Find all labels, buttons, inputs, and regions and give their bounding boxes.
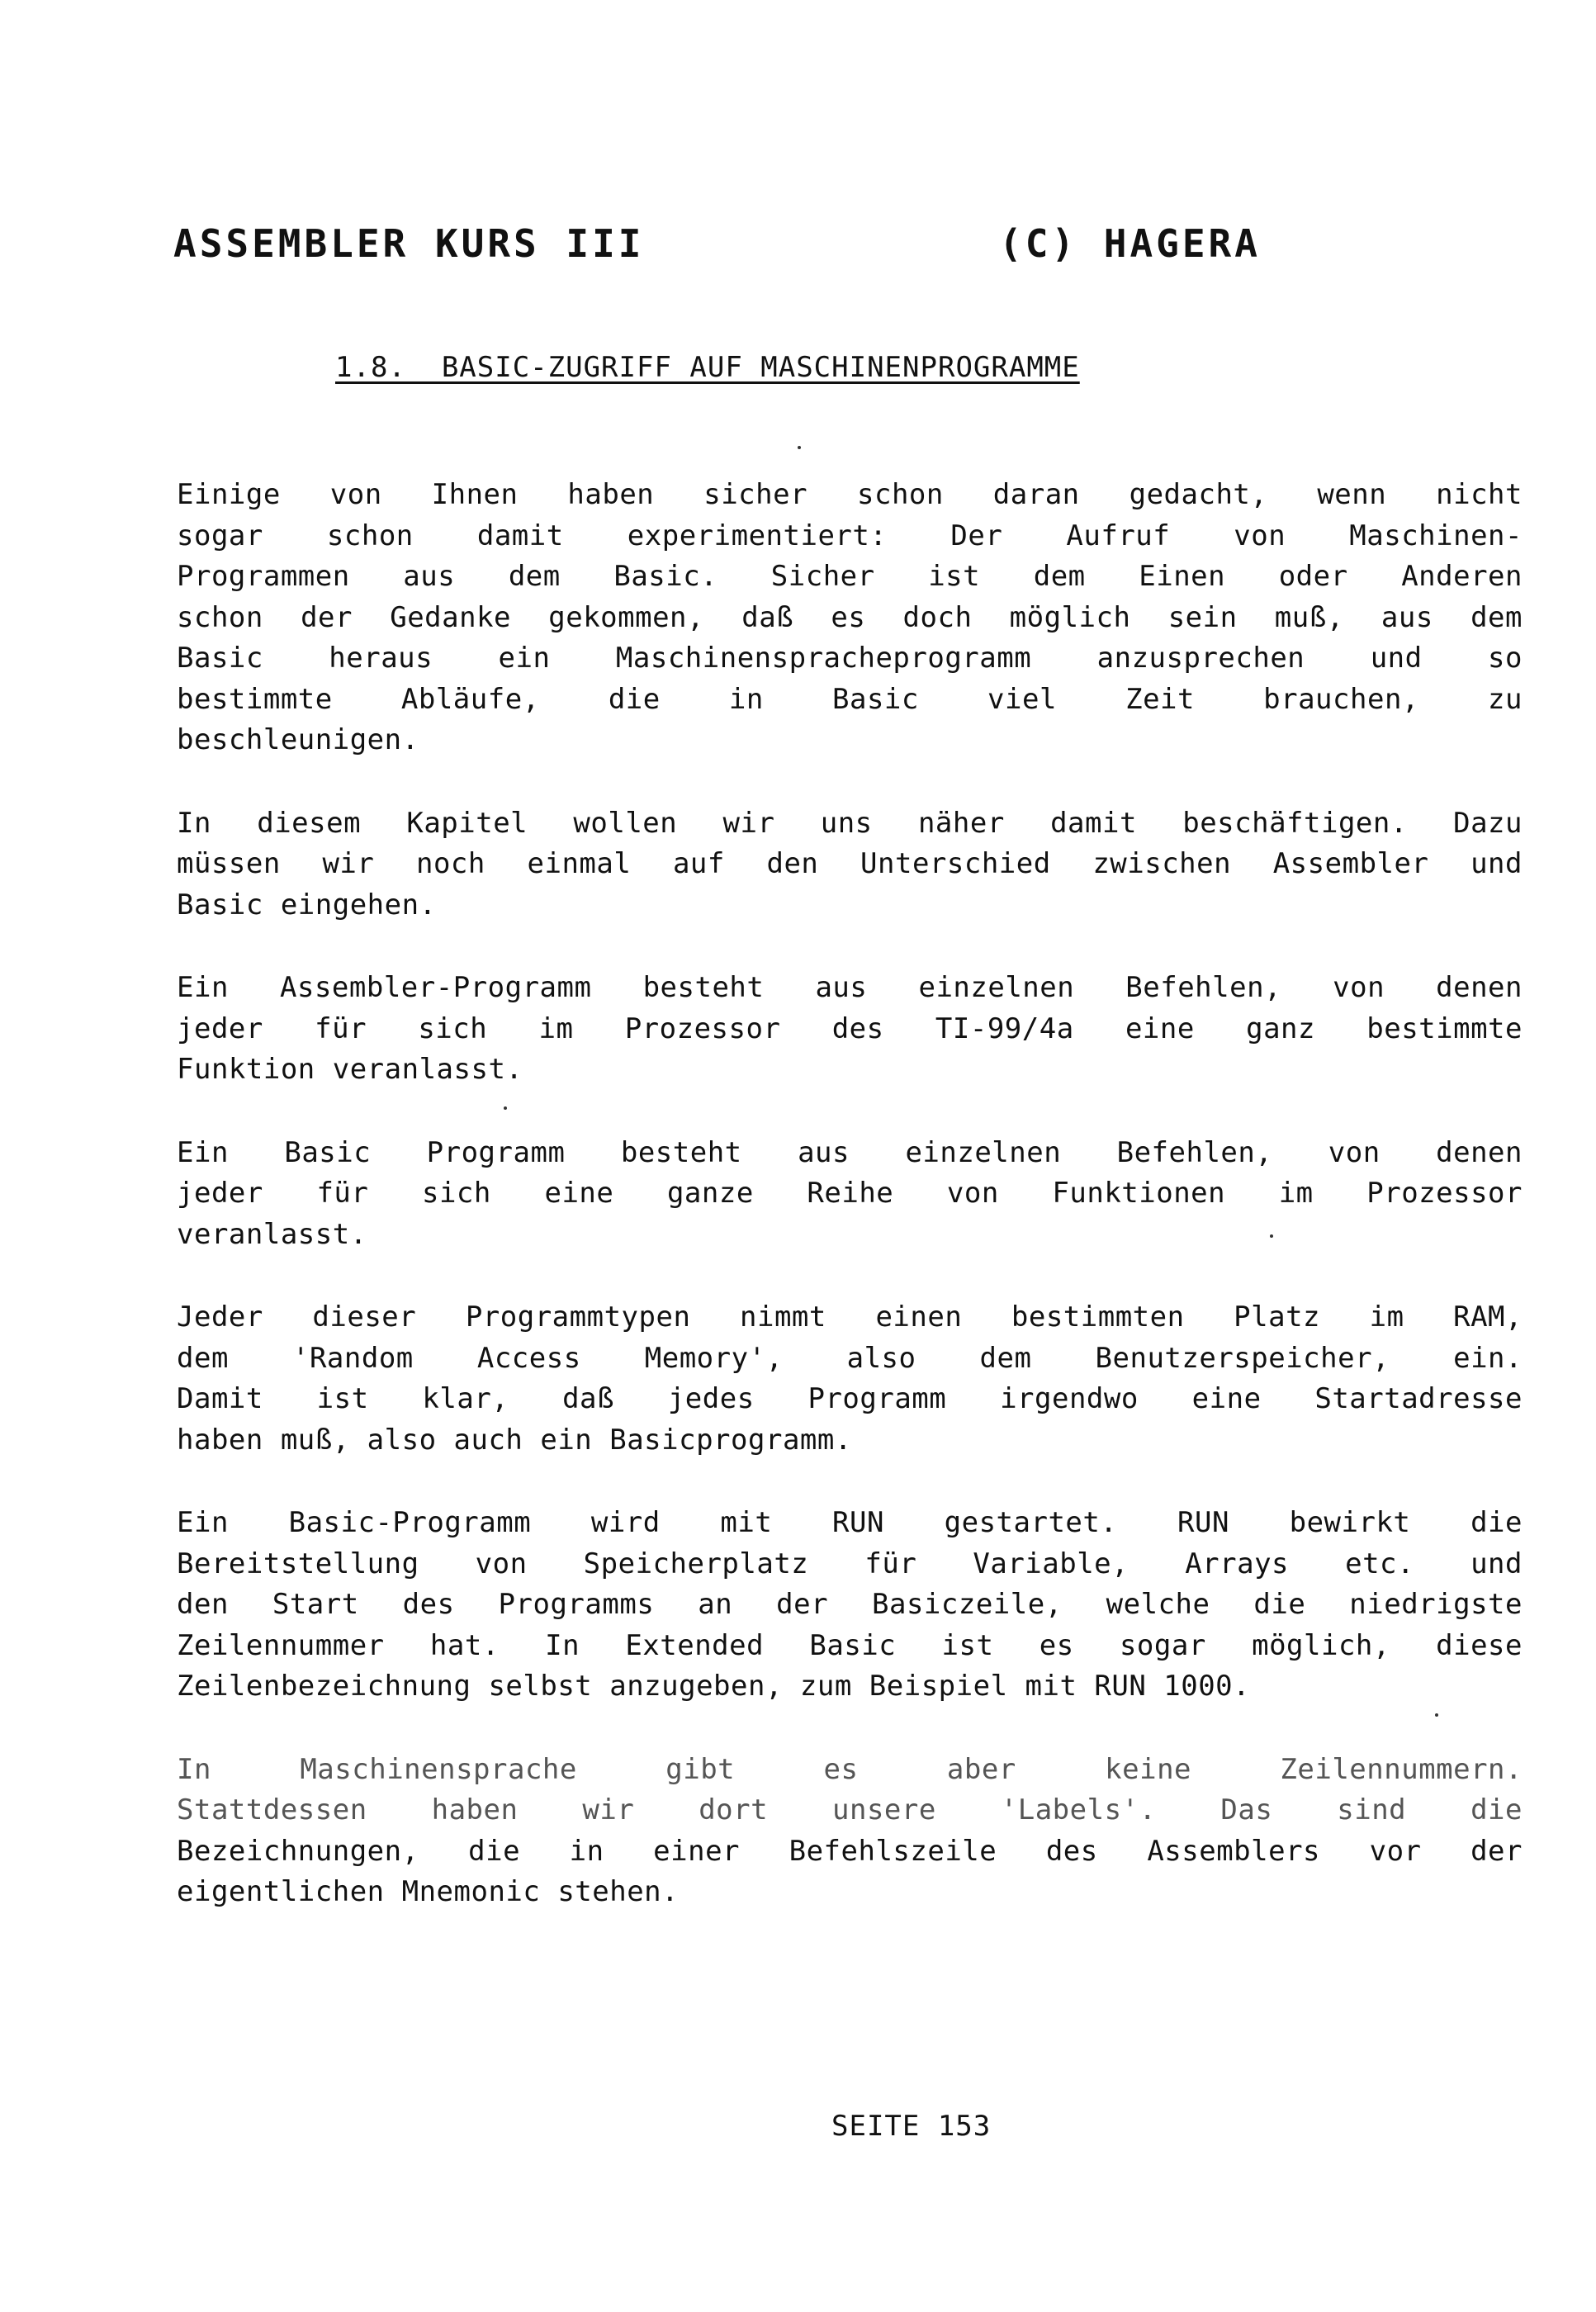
text-line: Ein Assembler-Programm besteht aus einzelnen Befehlen, von denen [177,971,1523,1004]
text-line: schon der Gedanke gekommen, daß es doch möglich sein muß, aus dem [177,600,1523,634]
paragraph-5 [177,1297,1523,1461]
text-line: sogar schon damit experimentiert: Der Aufruf von Maschinen- [177,519,1523,552]
section-title: 1.8. BASIC-ZUGRIFF AUF MASCHINENPROGRAMME [335,351,1080,384]
text-line: Basic eingehen. [177,888,437,921]
text-line: Programmen aus dem Basic. Sicher ist dem Einen oder Anderen [177,560,1523,593]
text-line: jeder für sich im Prozessor des TI-99/4a eine ganz bestimmte [177,1012,1523,1045]
paragraph-7 [177,1750,1523,1913]
text-line: In Maschinensprache gibt es aber keine Zeilennummern. [177,1752,1523,1786]
page-number: SEITE 153 [831,2110,992,2143]
text-line: den Start des Programms an der Basiczeile, welche die niedrigste [177,1588,1523,1621]
text-line: beschleunigen. [177,723,419,756]
text-line: müssen wir noch einmal auf den Unterschied zwischen Assembler und [177,847,1523,880]
header-copyright: (C) HAGERA [999,221,1261,266]
print-speck [798,446,801,449]
text-line: haben muß, also auch ein Basicprogramm. [177,1423,852,1457]
text-line: Basic heraus ein Maschinenspracheprogramm anzusprechen und so [177,642,1523,675]
header-course-title: ASSEMBLER KURS III [173,221,645,266]
print-speck [1435,1713,1438,1717]
text-line: bestimmte Abläufe, die in Basic viel Zeit brauchen, zu [177,682,1523,716]
paragraph-6 [177,1503,1523,1708]
text-line: In diesem Kapitel wollen wir uns näher damit beschäftigen. Dazu [177,806,1523,840]
text-line: Funktion veranlasst. [177,1053,523,1086]
text-line: Zeilennummer hat. In Extended Basic ist es sogar möglich, diese [177,1628,1523,1662]
text-line: Zeilenbezeichnung selbst anzugeben, zum Beispiel mit RUN 1000. [177,1670,1251,1703]
text-line: Einige von Ihnen haben sicher schon daran gedacht, wenn nicht [177,478,1523,511]
paragraph-3 [177,968,1523,1091]
paragraph-2 [177,803,1523,926]
text-line: dem 'Random Access Memory', also dem Benutzerspeicher, ein. [177,1341,1523,1375]
text-line: Ein Basic Programm besteht aus einzelnen Befehlen, von denen [177,1135,1523,1169]
text-line: Bereitstellung von Speicherplatz für Variable, Arrays etc. und [177,1547,1523,1580]
text-line: Damit ist klar, daß jedes Programm irgendwo eine Startadresse [177,1382,1523,1415]
text-line: Jeder dieser Programmtypen nimmt einen bestimmten Platz im RAM, [177,1300,1523,1334]
text-line: Ein Basic-Programm wird mit RUN gestartet. RUN bewirkt die [177,1506,1523,1539]
paragraph-4 [177,1133,1523,1256]
print-speck [504,1106,507,1110]
text-line: veranlasst. [177,1217,367,1251]
text-line: jeder für sich eine ganze Reihe von Funktionen im Prozessor [177,1177,1523,1210]
print-speck [1270,1234,1273,1238]
text-line: Stattdessen haben wir dort unsere 'Labels'. Das sind die [177,1793,1523,1826]
paragraph-1 [177,475,1523,761]
text-line: eigentlichen Mnemonic stehen. [177,1875,680,1908]
text-line: Bezeichnungen, die in einer Befehlszeile des Assemblers vor der [177,1834,1523,1868]
body-text [177,475,1523,1955]
